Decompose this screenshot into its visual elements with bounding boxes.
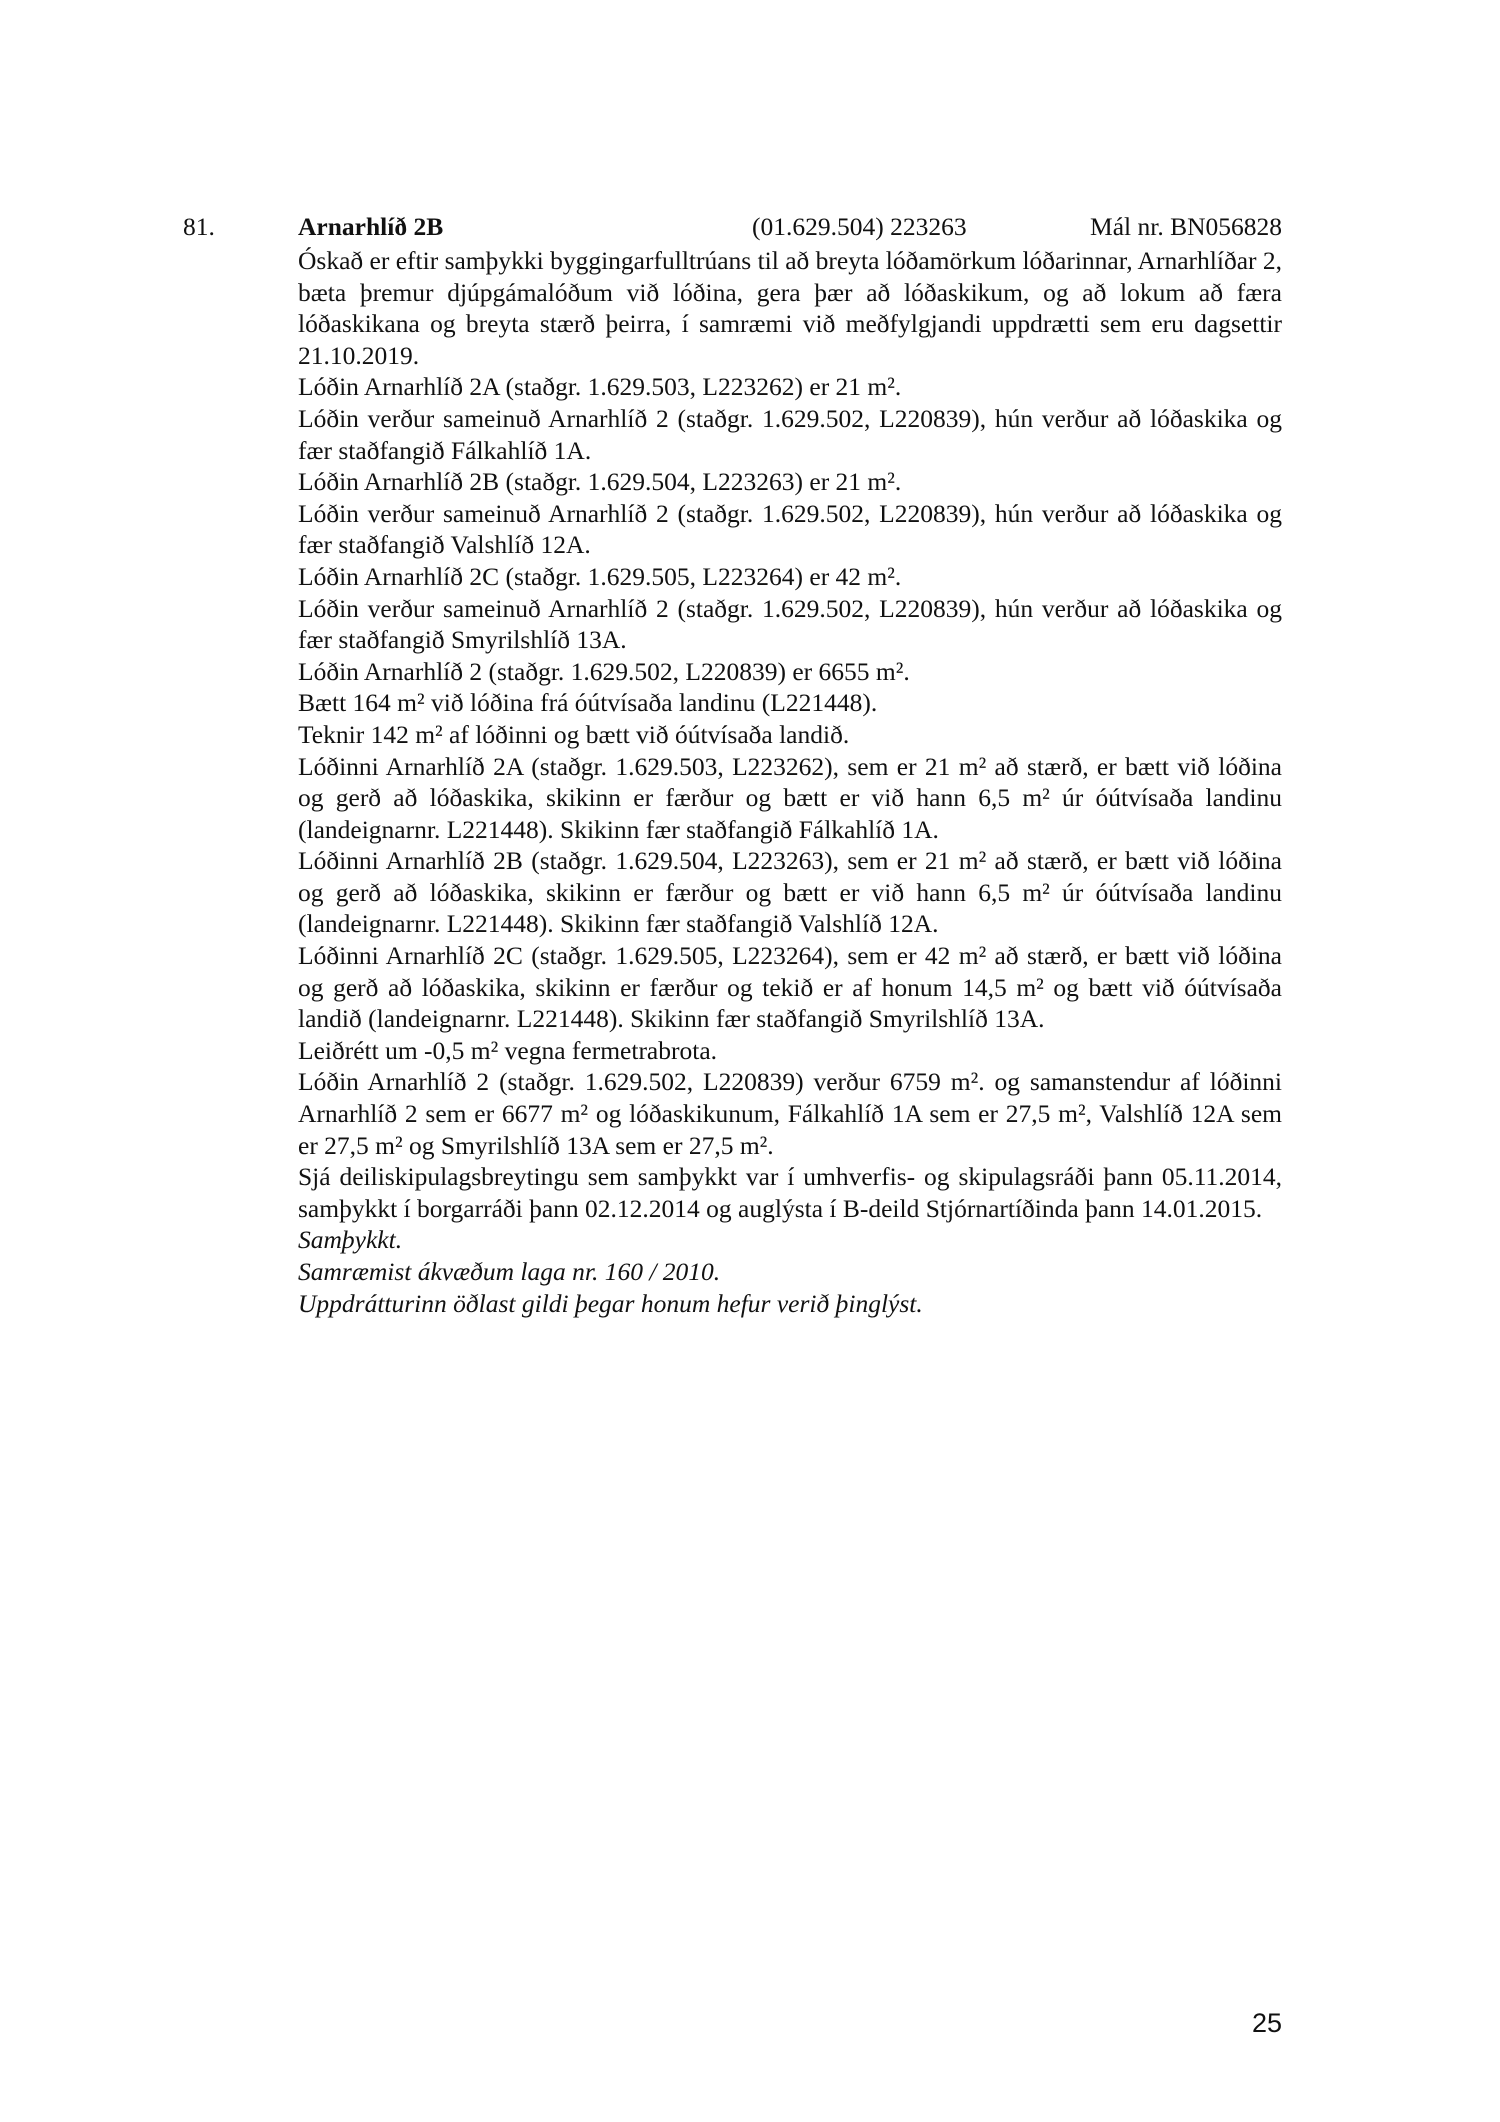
item-reference: (01.629.504) 223263: [752, 212, 967, 241]
item-body: [298, 245, 1282, 1319]
body-paragraph: Lóðin verður sameinuð Arnarhlíð 2 (staðgr. 1.629.502, L220839), hún verður að lóðaskika og fær staðfangið Valshlíð 12A.: [298, 498, 1282, 560]
request-paragraph: Óskað er eftir samþykki byggingarfulltrúans til að breyta lóðamörkum lóðarinnar, Arnarhlíðar 2, bæta þremur djúpgámalóðum við lóðina, gera þær að lóðaskikum, og að lokum að færa lóðaskikana og breyta stærð þeirra, í samræmi við meðfylgjandi uppdrætti sem eru dagsettir 21.10.2019.: [298, 246, 1283, 370]
body-paragraph: Lóðin Arnarhlíð 2 (staðgr. 1.629.502, L220839) verður 6759 m². og samanstendur af lóðinni Arnarhlíð 2 sem er 6677 m² og lóðaskikunum, Fálkahlíð 1A sem er 27,5 m², Valshlíð 12A sem er 27,5 m² og Smyrilshlíð 13A sem er 27,5 m².: [298, 1067, 1282, 1160]
body-paragraph: Lóðin Arnarhlíð 2A (staðgr. 1.629.503, L223262) er 21 m².: [298, 372, 902, 402]
item-header: [0, 210, 1500, 244]
body-paragraph: Lóðin Arnarhlíð 2 (staðgr. 1.629.502, L220839) er 6655 m².: [298, 656, 910, 686]
case-number: Mál nr. BN056828: [1090, 212, 1282, 241]
body-paragraph: Lóðin Arnarhlíð 2C (staðgr. 1.629.505, L223264) er 42 m².: [298, 561, 902, 591]
item-title: Arnarhlíð 2B: [298, 212, 444, 241]
body-paragraph: Lóðinni Arnarhlíð 2B (staðgr. 1.629.504, L223263), sem er 21 m² að stærð, er bætt við lóðina og gerð að lóðaskika, skikinn er færður og bætt er við hann 6,5 m² úr óútvísaða landinu (landeignarnr. L221448). Skikinn fær staðfangið Valshlíð 12A.: [298, 846, 1282, 939]
body-paragraph: Lóðinni Arnarhlíð 2A (staðgr. 1.629.503, L223262), sem er 21 m² að stærð, er bætt við lóðina og gerð að lóðaskika, skikinn er færður og bætt er við hann 6,5 m² úr óútvísaða landinu (landeignarnr. L221448). Skikinn fær staðfangið Fálkahlíð 1A.: [298, 751, 1282, 844]
decision-approved: Samþykkt.: [298, 1225, 403, 1255]
body-paragraph: Sjá deiliskipulagsbreytingu sem samþykkt var í umhverfis- og skipulagsráði þann 05.11.2014, samþykkt í borgarráði þann 02.12.2014 og auglýsta í B-deild Stjórnartíðinda þann 14.01.2015.: [298, 1162, 1282, 1223]
body-paragraph: Lóðin verður sameinuð Arnarhlíð 2 (staðgr. 1.629.502, L220839), hún verður að lóðaskika og fær staðfangið Smyrilshlíð 13A.: [298, 593, 1282, 655]
decision-validity: Uppdrátturinn öðlast gildi þegar honum hefur verið þinglýst.: [298, 1288, 923, 1318]
body-paragraph: Teknir 142 m² af lóðinni og bætt við óútvísaða landið.: [298, 719, 850, 749]
body-paragraph: Lóðinni Arnarhlíð 2C (staðgr. 1.629.505, L223264), sem er 42 m² að stærð, er bætt við lóðina og gerð að lóðaskika, skikinn er færður og tekið er af honum 14,5 m² og bætt við óútvísaða landið (landeignarnr. L221448). Skikinn fær staðfangið Smyrilshlíð 13A.: [298, 941, 1282, 1034]
item-number: 81.: [183, 212, 215, 241]
body-paragraph: Lóðin Arnarhlíð 2B (staðgr. 1.629.504, L223263) er 21 m².: [298, 467, 902, 497]
body-paragraph: Bætt 164 m² við lóðina frá óútvísaða landinu (L221448).: [298, 688, 878, 718]
decision-conformity: Samræmist ákvæðum laga nr. 160 / 2010.: [298, 1257, 721, 1286]
body-paragraph: Leiðrétt um -0,5 m² vegna fermetrabrota.: [298, 1035, 718, 1065]
page-number: 25: [1251, 2008, 1282, 2038]
body-paragraph: Lóðin verður sameinuð Arnarhlíð 2 (staðgr. 1.629.502, L220839), hún verður að lóðaskika og fær staðfangið Fálkahlíð 1A.: [298, 403, 1282, 465]
